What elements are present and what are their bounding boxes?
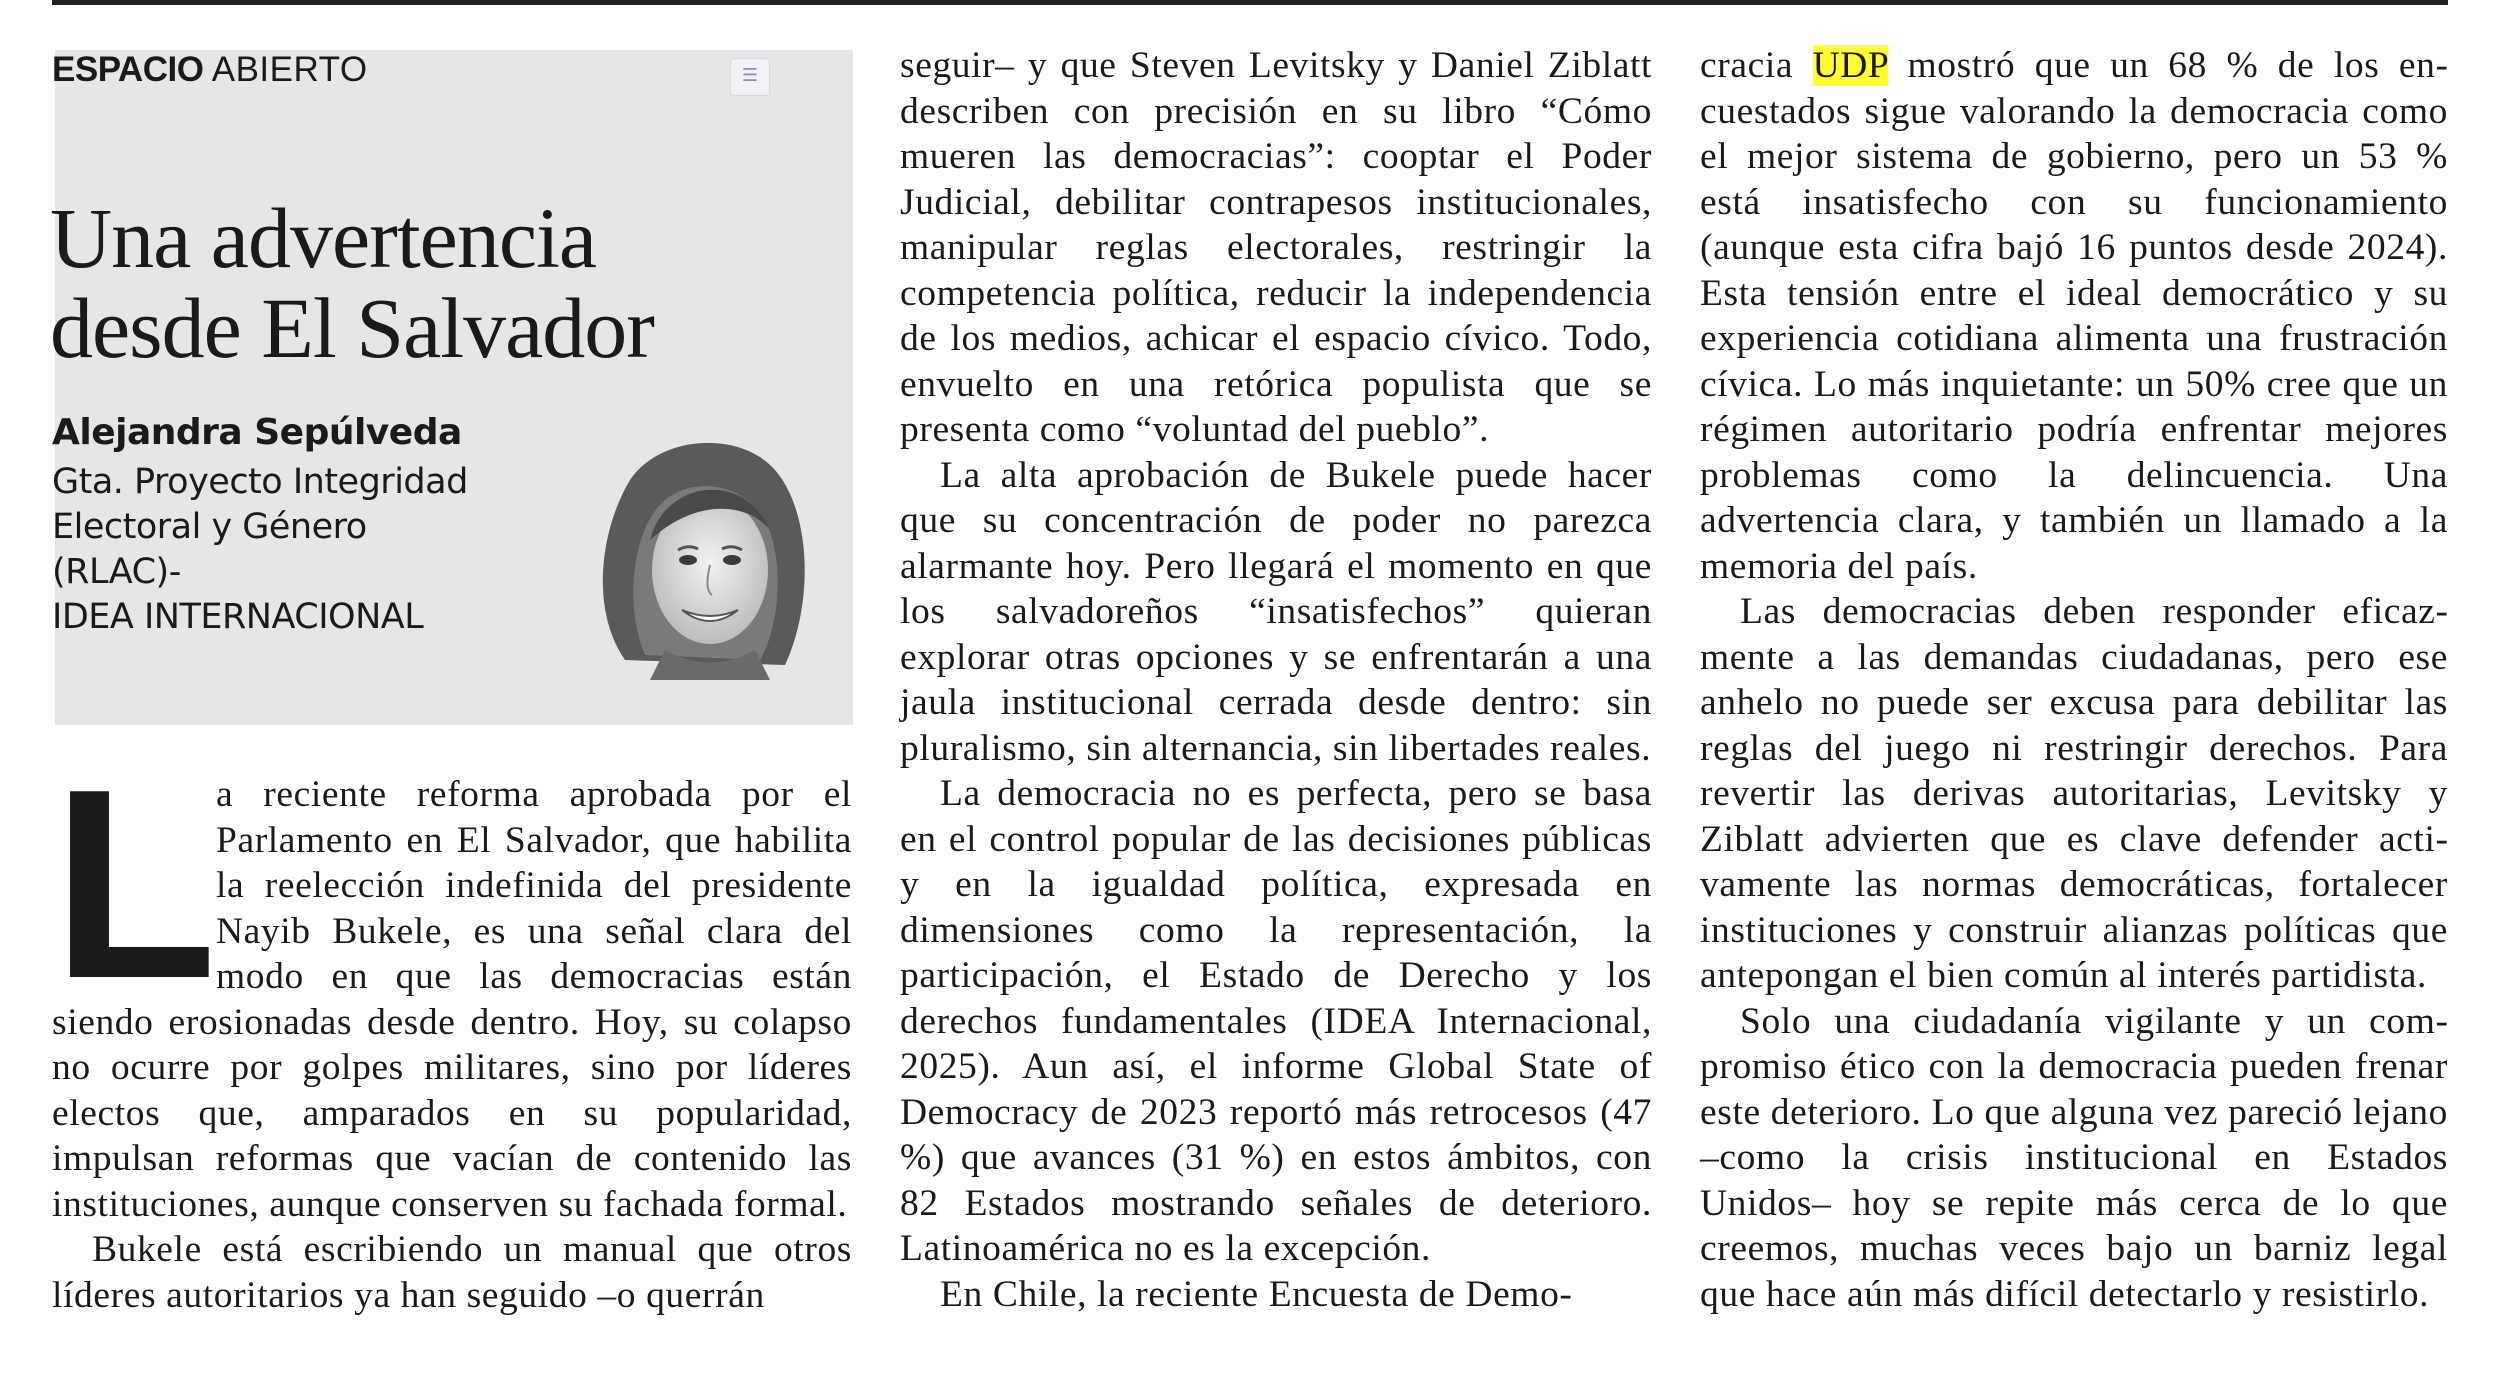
author-name: Alejandra Sepúlveda [52,412,462,453]
drop-cap [52,734,218,1035]
author-role-line: Gta. Proyecto Integridad [52,462,468,502]
article-paragraph: En Chile, la reciente Encuesta de Demo- [940,1273,1573,1315]
article-paragraph: La democracia no es perfecta, pero se basa en el control popular de las decisiones públicas y en la igualdad política, expresada en dimensiones como la representación, la participación, el Estado de Derecho y los derechos fundamentales (IDEA Internacional, 2025). Aun así, el informe Global State of Democracy de 2023 reportó más retrocesos (47 %) que avances (31 %) en estos ámbitos, con 82 Estados mostrando señales de deterioro. Latinoamérica no es la excepción. [900,773,1652,1269]
article-paragraph [1700,43,2448,589]
article-paragraph: Las democracias deben responder eficazmente a las demandas ciudadanas, pero ese anhelo no puede ser excusa para debilitar las reglas del juego ni restringir derechos. Para revertir las derivas autoritarias, Levitsky y Ziblatt advierten que es clave defender activamente las normas democráticas, fortalecer instituciones y construir alianzas políticas que antepongan el bien común al interés partidista. [1700,591,2448,996]
section-label-light: ABIERTO [211,50,368,89]
article-column-2 [900,43,1652,1317]
author-portrait [570,410,830,680]
article-paragraph: Bukele está escribiendo un manual que otros líderes autoritarios ya han seguido –o querrán [52,1229,852,1316]
author-role [52,460,522,640]
author-role-line: Electoral y Género [52,507,367,547]
highlighted-term: UDP [1812,45,1888,86]
article-paragraph: a reciente reforma aprobada por el Parlamento en El Salvador, que habilita la reelección indefinida del presidente Nayib Bukele, es una señal clara del modo en que las democracias están siendo erosionadas desde dentro. Hoy, su colapso no ocurre por golpes militares, sino por líderes electos que, amparados en su popularidad, impulsan reformas que vacían de contenido las instituciones, aunque conserven su fachada formal. [52,774,852,1225]
article-paragraph: seguir– y que Steven Levitsky y Daniel Ziblatt describen con precisión en su libro “Cómo mueren las democracias”: cooptar el Poder Judicial, debilitar contrapesos institucionales, manipular reglas electorales, restringir la competencia política, reducir la independencia de los medios, achicar el espacio cívico. Todo, envuelto en una retórica populista que se presenta como “voluntad del pueblo”. [900,45,1652,450]
drop-cap-letter: L [52,734,218,1035]
section-label-strong: ESPACIO [52,50,204,89]
text-run: cracia [1700,45,1813,86]
article-column-1 [52,734,852,1318]
article-paragraph: Solo una ciudadanía vigilante y un compromiso ético con la democracia pueden frenar este deterioro. Lo que alguna vez pareció lejano –como la crisis institucional en Estados Unidos– hoy se repite más cerca de lo que creemos, muchas veces bajo un barniz legal que hace aún más difícil detectarlo y resistirlo. [1700,1000,2448,1315]
article-column-3 [1700,43,2448,1317]
top-rule [52,0,2448,5]
article-paragraph: La alta aprobación de Bukele puede hacer que su concentración de poder no parezca alarmante hoy. Pero llegará el momento en que los salvadoreños “insatisfechos” quieran explorar otras opciones y se enfrentarán a una jaula institucional cerrada desde dentro: sin pluralismo, sin alternancia, sin libertades reales. [900,454,1652,769]
author-role-line: IDEA INTERNACIONAL [52,597,424,637]
note-icon[interactable]: ☰ [730,58,770,96]
headline: Una advertencia desde El Salvador [50,189,654,376]
text-run: mostró que un 68 % de los encuestados sigue valorando la democracia como el mejor sistema de gobierno, pero un 53 % está insatisfecho con su funcionamiento (aunque esta cifra bajó 16 puntos desde 2024). Esta tensión entre el ideal democrático y su experiencia cotidiana alimenta una frustración cívica. Lo más inquietante: un 50% cree que un régimen autoritario podría enfrentar mejores problemas como la delincuencia. Una advertencia clara, y también un llamado a la memoria del país. [1700,45,2448,587]
author-role-line: (RLAC)- [52,552,181,592]
section-label [52,50,368,90]
